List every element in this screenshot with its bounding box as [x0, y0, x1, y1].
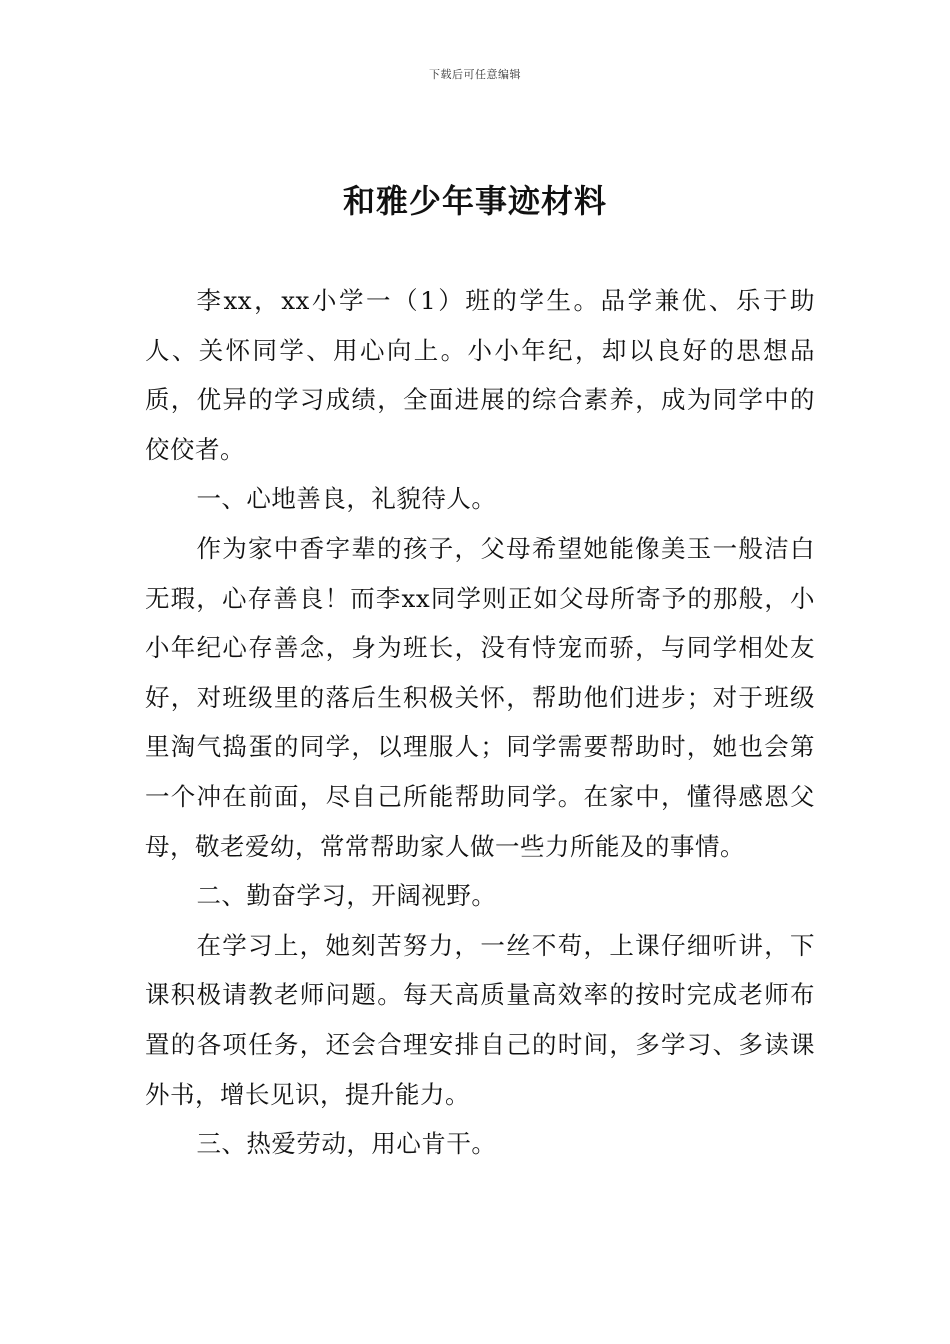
document-title: 和雅少年事迹材料: [342, 182, 607, 220]
section-heading-3: 三、热爱劳动，用心肯干。: [196, 1129, 497, 1159]
page-header-note: 下载后可任意编辑: [429, 68, 521, 81]
paragraph-section-2: 在学习上，她刻苦努力，一丝不苟，上课仔细听讲，下课积极请教老师问题。每天高质量高效率的按时完成老师布置的各项任务，还会合理安排自己的时间，多学习、多读课外书，增长见识，提升能力。: [145, 930, 815, 1109]
section-heading-2: 二、勤奋学习，开阔视野。: [196, 881, 497, 911]
section-heading-1: 一、心地善良，礼貌待人。: [196, 484, 497, 514]
paragraph-section-1: 作为家中香字辈的孩子，父母希望她能像美玉一般洁白无瑕，心存善良！而李xx同学则正如父母所寄予的那般，小小年纪心存善念，身为班长，没有恃宠而骄，与同学相处友好，对班级里的落后生积极关怀，帮助他们进步；对于班级里淘气捣蛋的同学，以理服人；同学需要帮助时，她也会第一个冲在前面，尽自己所能帮助同学。在家中，懂得感恩父母，敬老爱幼，常常帮助家人做一些力所能及的事情。: [145, 533, 815, 861]
paragraph-intro: 李xx，xx小学一（1）班的学生。品学兼优、乐于助人、关怀同学、用心向上。小小年纪，却以良好的思想品质，优异的学习成绩，全面进展的综合素养，成为同学中的佼佼者。: [145, 286, 815, 464]
document-body: [145, 276, 815, 1169]
